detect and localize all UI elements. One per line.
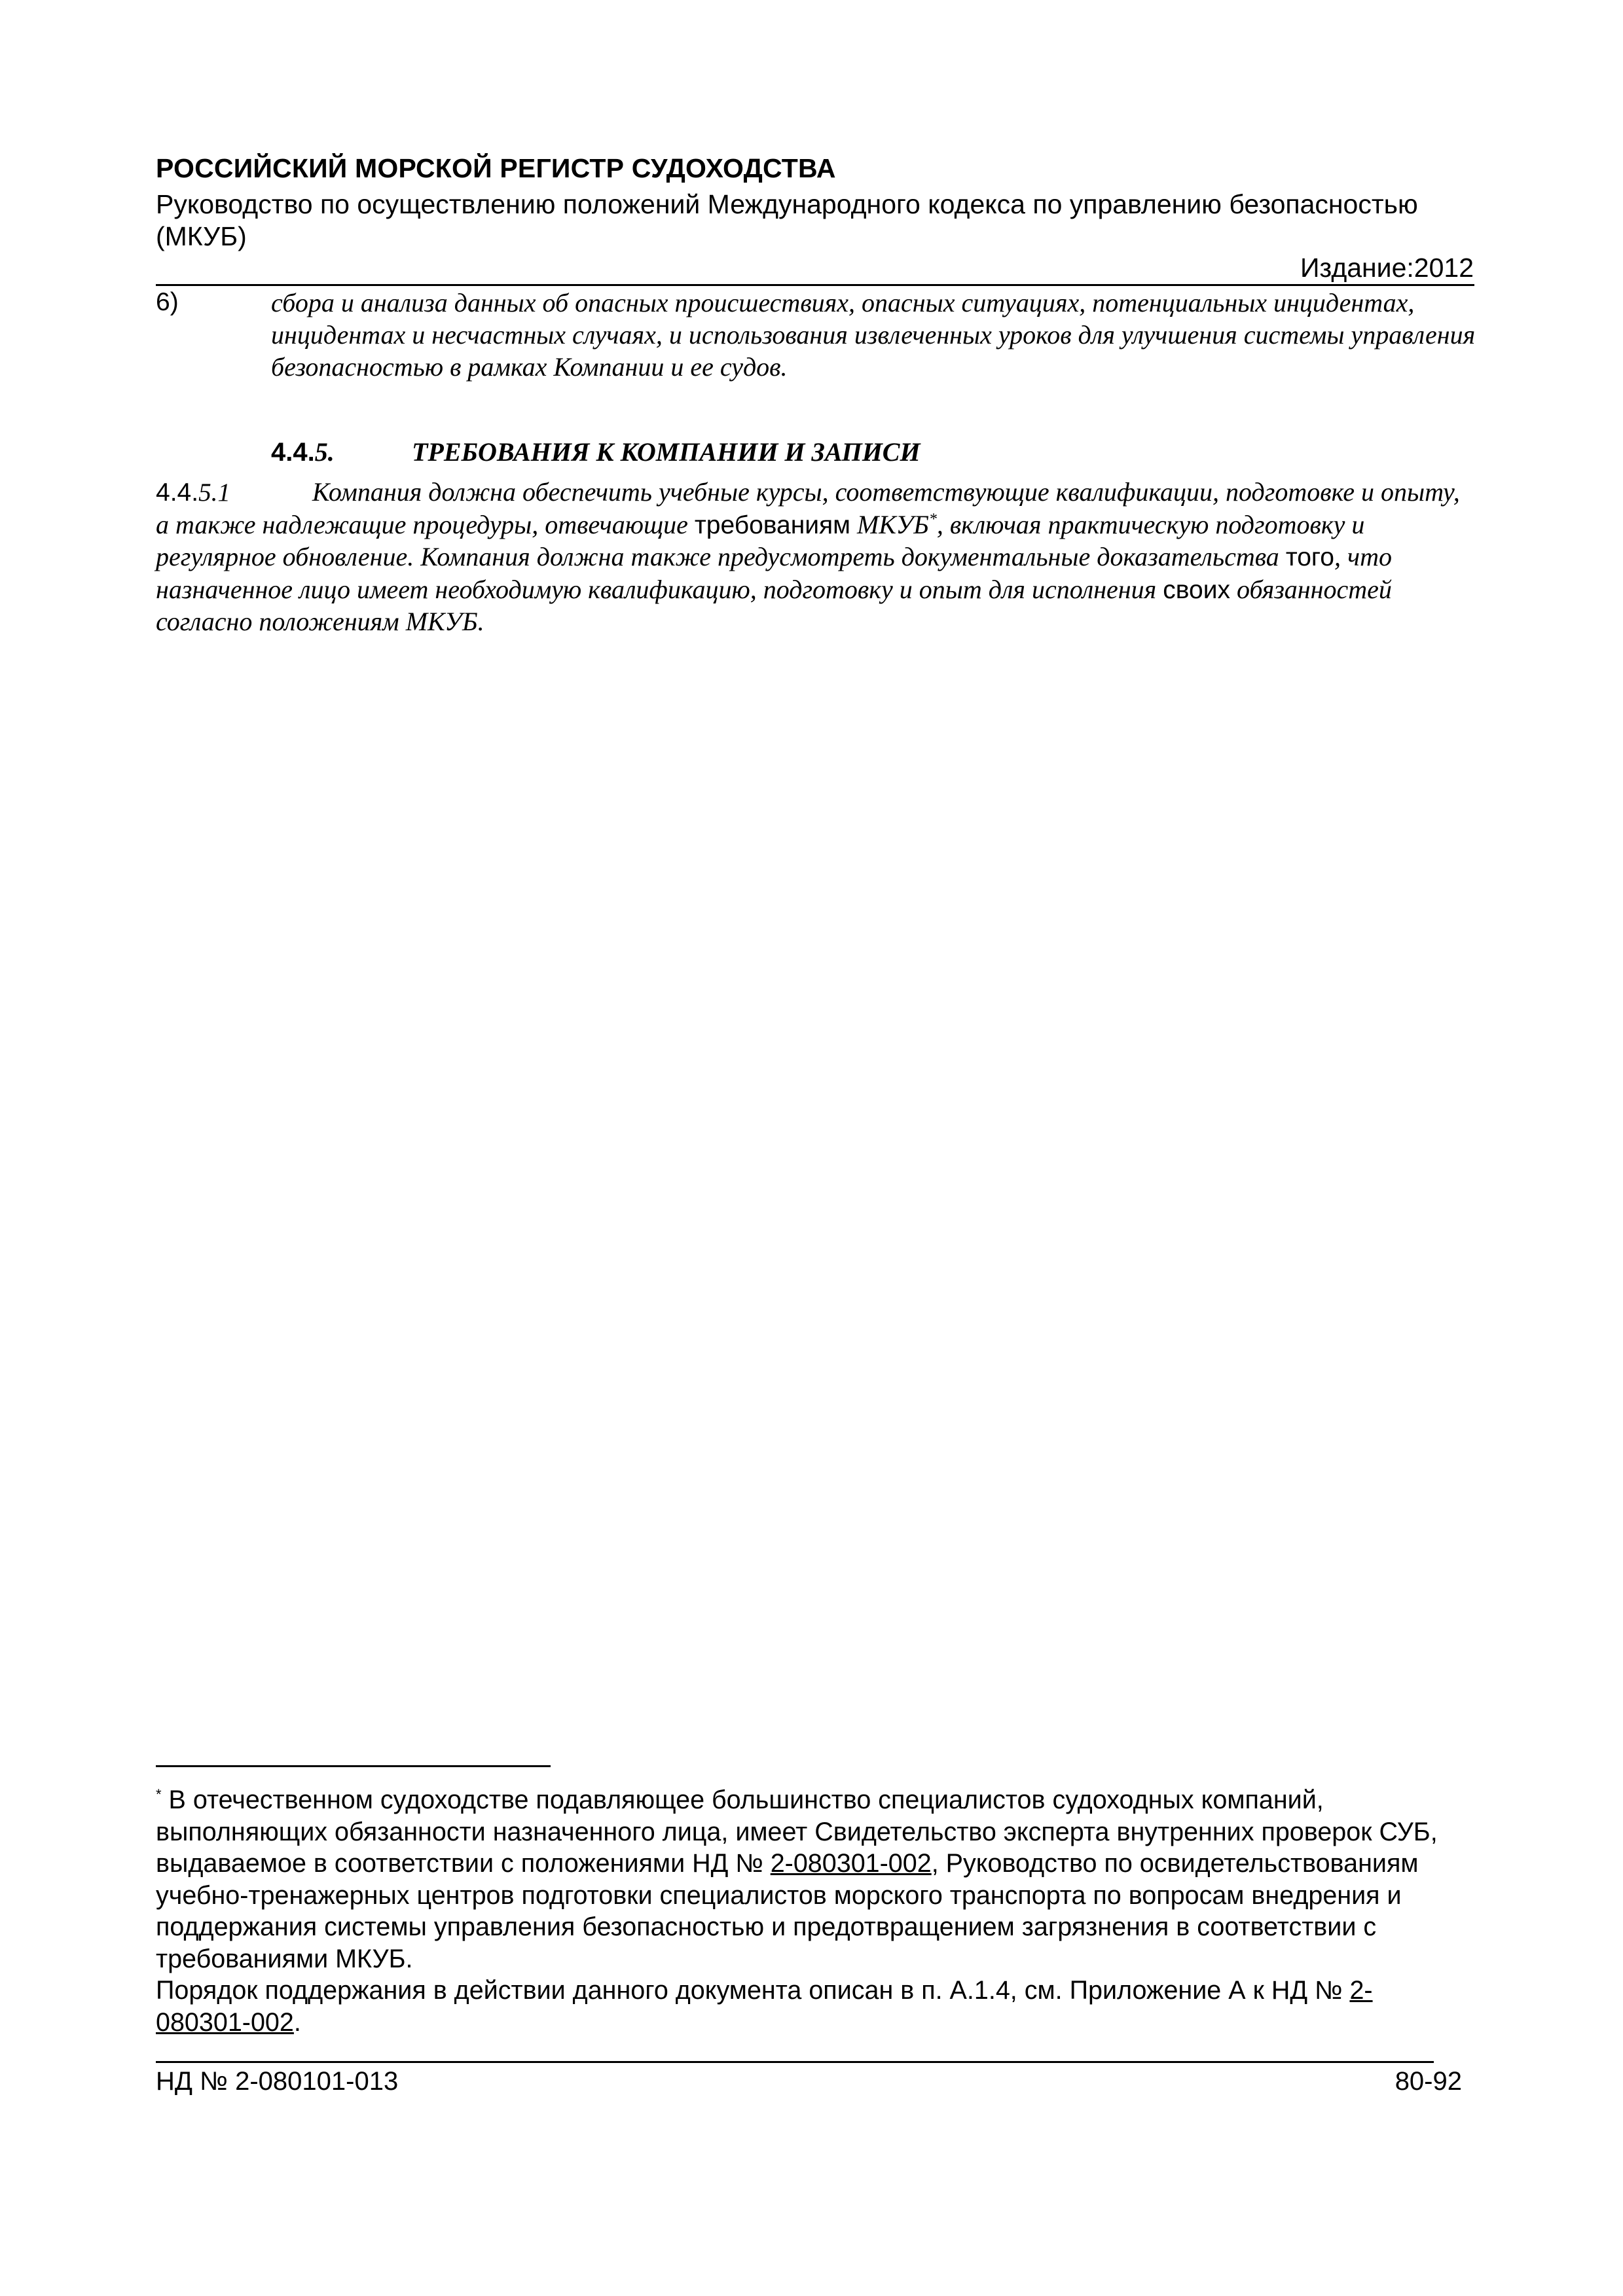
footnote-separator [156, 1765, 551, 1767]
footnote: * В отечественном судоходстве подавляющее большинство специалистов судоходных компаний, выполняющих обязанности назначенного лица, имеет Свидетельство эксперта внутренних проверок СУБ, выдаваемое в соответствии с положениями НД № 2-080301-002, Руководство по освидетельствованиям учебно-тренажерных центров подготовки специалистов морского транспорта по вопросам внедрения и поддержания системы управления безопасностью и предотвращением загрязнения в соответствии с требованиями МКУБ. Порядок поддержания в действии данного документа описан в п. А.1.4, см. Приложение А к НД № 2-080301-002. [156, 1785, 1438, 2037]
footnote-reference[interactable]: * [928, 511, 937, 528]
section-number: 4.4.5. [271, 437, 335, 467]
section-title: ТРЕБОВАНИЯ К КОМПАНИИ И ЗАПИСИ [412, 437, 921, 467]
header-divider [156, 284, 1474, 286]
organization-name: РОССИЙСКИЙ МОРСКОЙ РЕГИСТР СУДОХОДСТВА [156, 153, 836, 183]
document-subtitle: Руководство по осуществлению положений Международного кодекса по управлению безопасностью (МКУБ) [156, 189, 1418, 251]
footnote-mark: * [156, 1785, 162, 1803]
paragraph-number: 4.4.5.1 [156, 478, 230, 507]
page-number: 80-92 [1395, 2067, 1462, 2096]
list-item-text: сбора и анализа данных об опасных происшествиях, опасных ситуациях, потенциальных инцидентах, инцидентах и несчастных случаях, и использования извлеченных уроков для улучшения системы управления безопасностью в рамках Компании и ее судов. [271, 288, 1476, 382]
footnote-link-document-2[interactable]: 2-080301-002 [156, 1976, 1373, 2037]
edition-label: Издание:2012 [1300, 253, 1474, 283]
paragraph-4-4-5-1: 4.4.5.1 Компания должна обеспечить учебные курсы, соответствующие квалификации, подготовке и опыту, а также надлежащие процедуры, отвечающие требованиям МКУБ*, включая практическую подготовку и регулярное обновление. Компания должна также предусмотреть документальные доказательства того, что назначенное лицо имеет необходимую квалификацию, подготовку и опыт для исполнения своих обязанностей согласно положениям МКУБ. [156, 477, 1460, 636]
footer-divider [156, 2061, 1434, 2063]
section-heading [271, 437, 921, 467]
footer-document-number: НД № 2-080101-013 [156, 2067, 399, 2096]
list-item-number: 6) [156, 288, 179, 316]
footnote-link-document[interactable]: 2-080301-002 [770, 1849, 932, 1878]
